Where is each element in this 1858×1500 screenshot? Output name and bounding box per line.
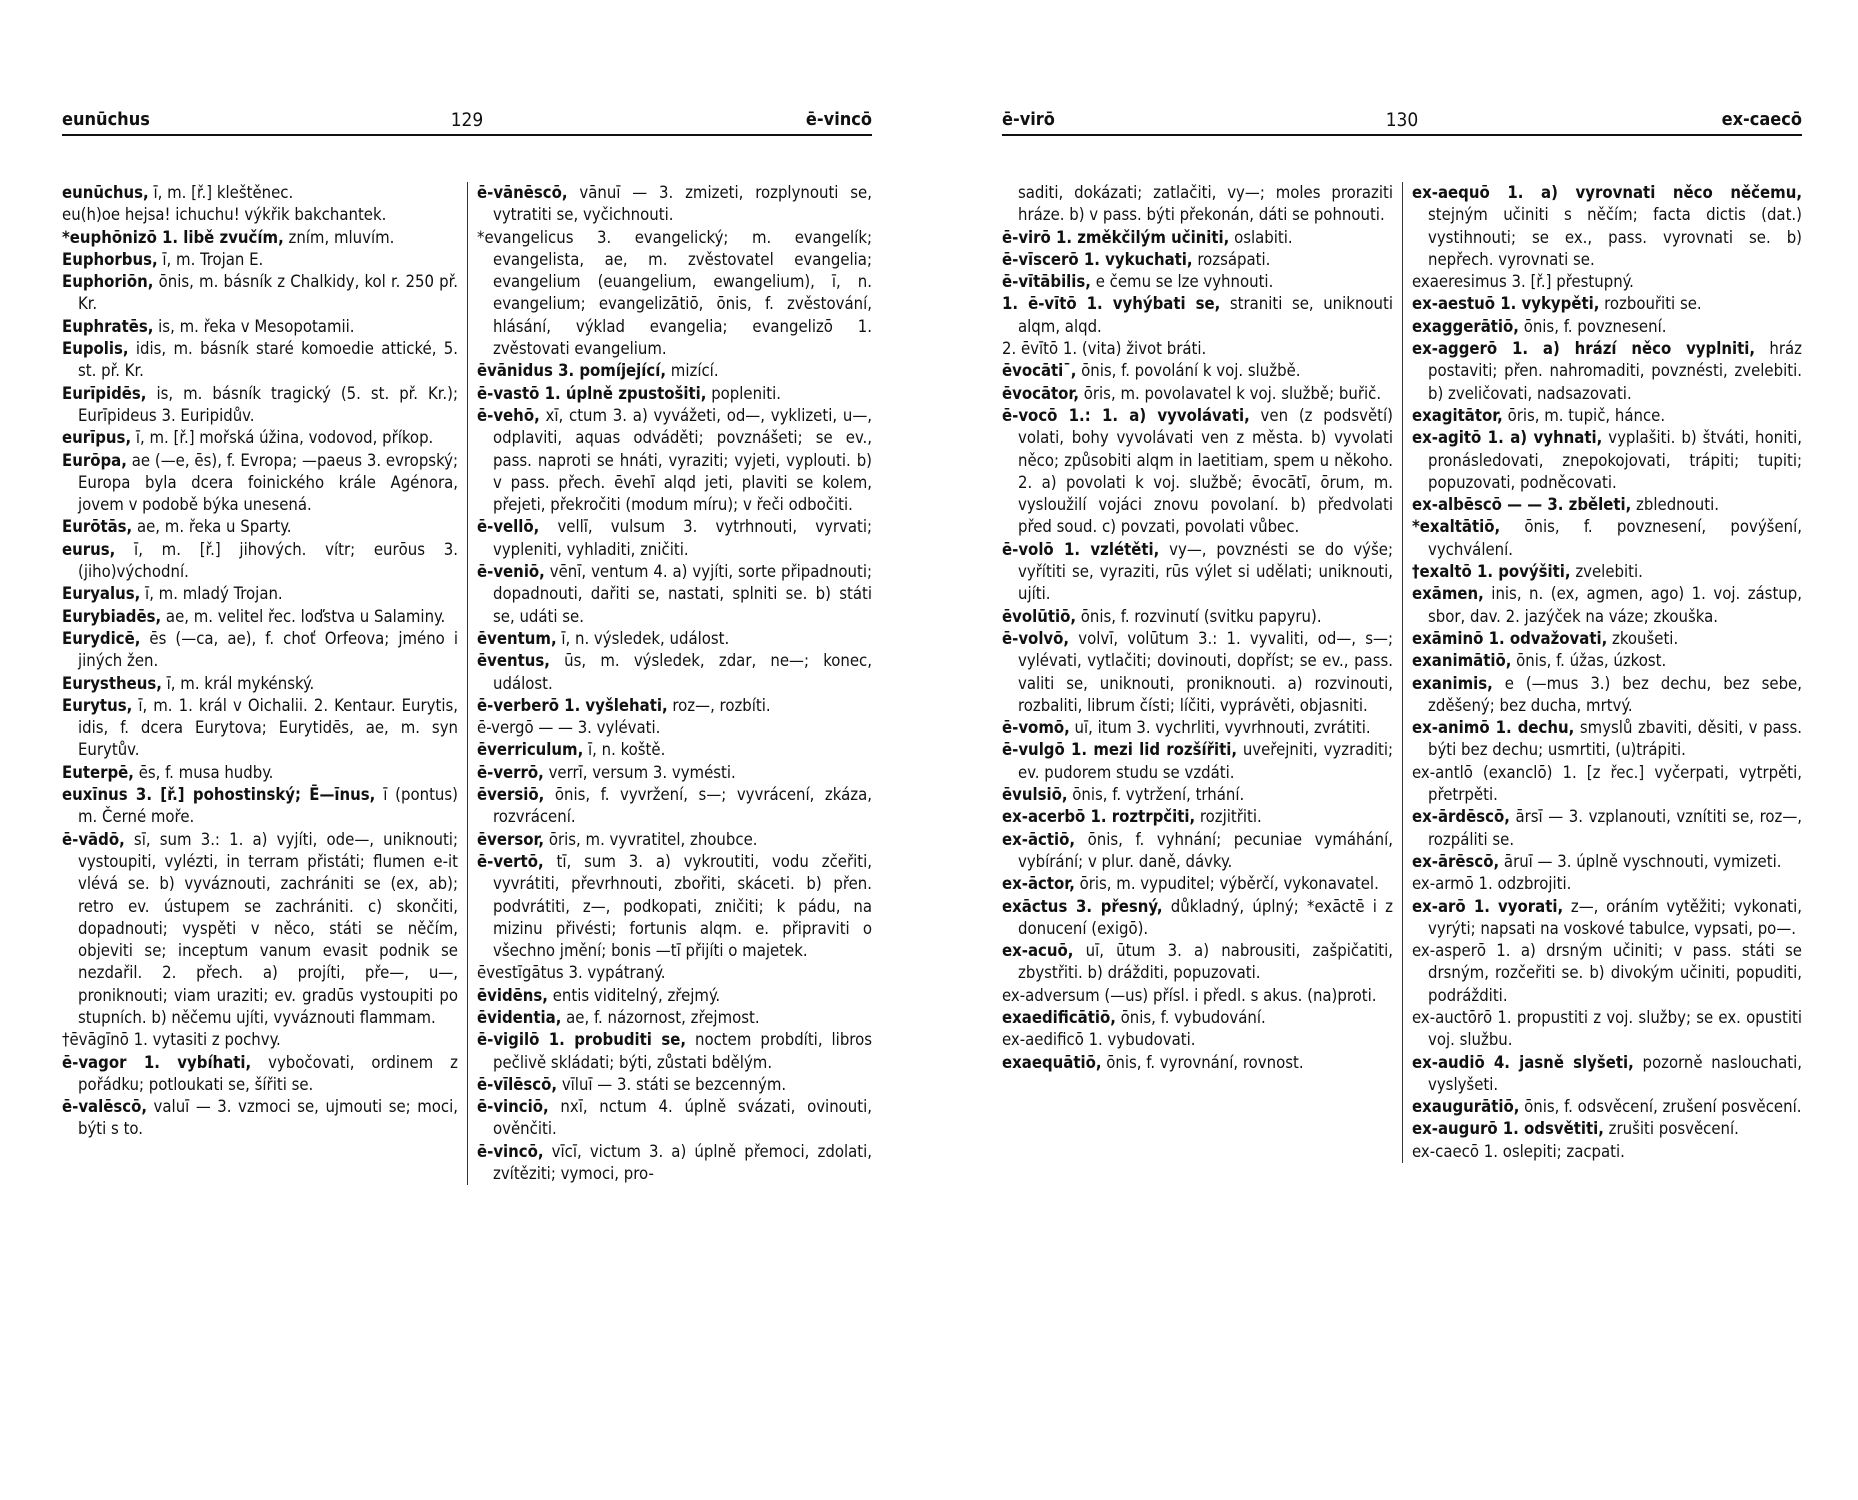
dictionary-entry: Eurydicē, ēs (—ca, ae), f. choť Orfeova; jméno i jiných žen. bbox=[62, 628, 458, 671]
dictionary-column bbox=[62, 182, 467, 1185]
running-head-first-word: ē-virō bbox=[1002, 109, 1055, 130]
dictionary-entry: ex-aequō 1. a) vyrovnati něco něčemu, stejným učiniti s něčím; facta dictis (dat.) vystihnouti; se ex., pass. vyrovnati se. b) nepřech. vyrovnati se. bbox=[1412, 183, 1802, 269]
dictionary-entry: Euphratēs, is, m. řeka v Mesopotamii. bbox=[62, 316, 355, 336]
dictionary-entry: ē-vellō, vellī, vulsum 3. vytrhnouti, vyrvati; vypleniti, vyhladiti, zničiti. bbox=[477, 517, 872, 559]
dictionary-entry: *evangelicus 3. evangelický; m. evangelík; evangelista, ae, m. zvěstovatel evangelia; evangelium (euangelium, ewangelium), ī, n. evangelium; evangelizātiō, ōnis, f. zvěstování, hlásání, výklad evangelia; evangelizō 1. zvěstovati evangelium. bbox=[477, 227, 872, 359]
dictionary-entry: ēversor, ōris, m. vyvratitel, zhoubce. bbox=[477, 829, 758, 849]
dictionary-entry: ē-veniō, vēnī, ventum 4. a) vyjíti, sorte připadnouti; dopadnouti, dařiti se, nastati, splniti se. b) státi se, udáti se. bbox=[477, 562, 872, 626]
left-page bbox=[62, 108, 872, 1448]
dictionary-entry: euxīnus 3. [ř.] pohostinský; Ē—īnus, ī (pontus) m. Černé moře. bbox=[62, 785, 458, 827]
dictionary-entry: exagitātor, ōris, m. tupič, hánce. bbox=[1412, 405, 1666, 425]
running-head-last-word: ex-caecō bbox=[1721, 109, 1802, 130]
dictionary-entry: ex-aggerō 1. a) hrází něco vyplniti, hráz postaviti; přen. nahromaditi, povznésti, zvelebiti. b) zveličovati, nadsazovati. bbox=[1412, 339, 1802, 403]
dictionary-entry: exaggerātiō, ōnis, f. povznesení. bbox=[1412, 316, 1667, 336]
dictionary-entry: ē-vincō, vīcī, victum 3. a) úplně přemoci, zdolati, zvítěziti; vymoci, pro- bbox=[477, 1141, 872, 1184]
dictionary-entry: exaugurātiō, ōnis, f. odsvěcení, zrušení posvěcení. bbox=[1412, 1097, 1802, 1117]
dictionary-entry: ē-vīscerō 1. vykuchati, rozsápati. bbox=[1002, 249, 1271, 269]
dictionary-entry: †exaltō 1. povýšiti, zvelebiti. bbox=[1412, 562, 1643, 582]
dictionary-entry: ē-vergō — — 3. vylévati. bbox=[477, 718, 661, 738]
dictionary-entry: ex-āctiō, ōnis, f. vyhnání; pecuniae vymáhání, vybírání; v plur. daně, dávky. bbox=[1002, 829, 1393, 871]
dictionary-entry: ex-aestuō 1. vykypěti, rozbouřiti se. bbox=[1412, 294, 1702, 314]
dictionary-entry: ē-verberō 1. vyšlehati, roz—, rozbíti. bbox=[477, 695, 771, 715]
dictionary-entry: ēvolūtiō, ōnis, f. rozvinutí (svitku papyru). bbox=[1002, 606, 1322, 626]
page-columns bbox=[62, 182, 872, 1185]
dictionary-entry: 2. ēvītō 1. (vita) život bráti. bbox=[1002, 339, 1207, 359]
dictionary-entry: ē-volō 1. vzlétěti, vy—, povznésti se do výše; vyřítiti se, vyraziti, rūs výlet si udělati; uniknouti, ujíti. bbox=[1002, 539, 1393, 604]
dictionary-entry: ex-antlō (exanclō) 1. [z řec.] vyčerpati, vytrpěti, přetrpěti. bbox=[1412, 762, 1802, 805]
dictionary-entry: ēventum, ī, n. výsledek, událost. bbox=[477, 628, 730, 648]
dictionary-entry: ē-vīlēscō, vīluī — 3. státi se bezcenným. bbox=[477, 1074, 787, 1094]
running-head-last-word: ē-vincō bbox=[805, 109, 872, 130]
dictionary-entry: 1. ē-vītō 1. vyhýbati se, straniti se, uniknouti alqm, alqd. bbox=[1002, 294, 1393, 336]
dictionary-entry: Euterpē, ēs, f. musa hudby. bbox=[62, 762, 274, 782]
dictionary-entry: ēventus, ūs, m. výsledek, zdar, ne—; konec, událost. bbox=[477, 651, 872, 693]
dictionary-column bbox=[467, 182, 872, 1185]
dictionary-entry: †ēvāgīnō 1. vytasiti z pochvy. bbox=[62, 1030, 281, 1050]
dictionary-entry: eurīpus, ī, m. [ř.] mořská úžina, vodovod, příkop. bbox=[62, 428, 434, 448]
page-columns bbox=[1002, 182, 1802, 1163]
dictionary-column bbox=[1402, 182, 1802, 1163]
running-head bbox=[62, 108, 872, 136]
dictionary-entry: ēvānidus 3. pomíjející, mizící. bbox=[477, 361, 719, 381]
page-number: 130 bbox=[1385, 109, 1419, 131]
dictionary-entry: ē-vānēscō, vānuī — 3. zmizeti, rozplynouti se, vytratiti se, vyčichnouti. bbox=[477, 183, 872, 225]
dictionary-entry: ex-armō 1. odzbrojiti. bbox=[1412, 874, 1572, 894]
dictionary-entry: ex-āctor, ōris, m. vypuditel; výběrčí, vykonavatel. bbox=[1002, 874, 1379, 894]
running-head bbox=[1002, 108, 1802, 136]
dictionary-entry: ex-acuō, uī, ūtum 3. a) nabrousiti, zašpičatiti, zbystřiti. b) drážditi, popuzovati. bbox=[1002, 941, 1393, 983]
dictionary-entry: ex-arō 1. vyorati, z—, oráním vytěžiti; vykonati, vyrýti; napsati na voskové tabulce, vypsati, po—. bbox=[1412, 896, 1803, 938]
dictionary-entry: ex-aedificō 1. vybudovati. bbox=[1002, 1030, 1196, 1050]
dictionary-entry: Eurōtās, ae, m. řeka u Sparty. bbox=[62, 517, 292, 537]
dictionary-entry: ēvocātor, ōris, m. povolavatel k voj. službě; buřič. bbox=[1002, 383, 1382, 403]
right-page bbox=[1002, 108, 1802, 1448]
dictionary-entry: ē-vocō 1.: 1. a) vyvolávati, ven (z podsvětí) volati, bohy vyvolávati ven z města. b) vyvolati něco; způsobiti alqm in laetitiam, spem u někoho. 2. a) povolati k voj. službě; ēvocātī, ōrum, m. vysloužilí vojáci znovu povolaní. b) předvolati před soud. c) povzati, povolati vůbec. bbox=[1002, 405, 1394, 537]
entry-list bbox=[1002, 227, 1393, 1074]
dictionary-entry: ex-auctōrō 1. propustiti z voj. služby; se ex. opustiti voj. službu. bbox=[1412, 1007, 1802, 1050]
dictionary-entry: ēvidēns, entis viditelný, zřejmý. bbox=[477, 985, 721, 1005]
dictionary-entry: ex-adversum (—us) přísl. i předl. s akus. (na)proti. bbox=[1002, 985, 1377, 1005]
dictionary-entry: exanimātiō, ōnis, f. úžas, úzkost. bbox=[1412, 651, 1667, 671]
dictionary-entry: exaeresimus 3. [ř.] přestupný. bbox=[1412, 272, 1634, 292]
dictionary-entry: ē-vehō, xī, ctum 3. a) vyvážeti, od—, vyklizeti, u—, odplaviti, aquas odváděti; povznášeti; se ev., pass. naproti se hnáti, vyraziti; vyjeti, vyplouti. b) v pass. přech. ēvehī alqd jeti, plaviti se kolem, přejeti, překročiti (modum míru); v řeči odbočiti. bbox=[477, 405, 872, 515]
dictionary-entry: ex-audiō 4. jasně slyšeti, pozorně naslouchati, vyslyšeti. bbox=[1412, 1052, 1802, 1094]
dictionary-entry: Eurybiadēs, ae, m. velitel řec. loďstva u Salaminy. bbox=[62, 606, 446, 626]
dictionary-entry: Eurystheus, ī, m. král mykénský. bbox=[62, 673, 315, 693]
dictionary-entry: ēvestīgātus 3. vypátraný. bbox=[477, 963, 666, 983]
dictionary-entry: ēvocātiˉ, ōnis, f. povolání k voj. službě. bbox=[1002, 361, 1301, 381]
dictionary-entry: ex-animō 1. dechu, smyslů zbaviti, děsiti, v pass. býti bez dechu; usmrtiti, (u)trápiti. bbox=[1412, 718, 1802, 760]
dictionary-entry: eurus, ī, m. [ř.] jihových. vítr; eurōus 3. (jiho)východní. bbox=[62, 539, 458, 582]
page-number: 129 bbox=[450, 109, 484, 131]
dictionary-entry: ē-vītābilis, e čemu se lze vyhnouti. bbox=[1002, 272, 1274, 292]
dictionary-entry: ē-vādō, sī, sum 3.: 1. a) vyjíti, ode—, uniknouti; vystoupiti, vylézti, in terram přistáti; flumen e-it vlévá se. b) vyváznouti, zachrániti se (ex, ab); retro ev. ústupem se zachrániti. c) skončiti, dopadnouti; vyspěti v něco, státi se něčím, objeviti se; inceptum vanum evasit podnik se nezdařil. 2. přech. a) projíti, pře—, u—, proniknouti; viam uraziti; ev. gradūs vystoupiti po stupních. b) něčemu ujíti, vyváznouti flammam. bbox=[62, 829, 458, 1027]
dictionary-entry: Euryalus, ī, m. mladý Trojan. bbox=[62, 584, 283, 604]
dictionary-entry: Euphorbus, ī, m. Trojan E. bbox=[62, 249, 264, 269]
dictionary-entry: ē-valēscō, valuī — 3. vzmoci se, ujmouti se; moci, býti s to. bbox=[62, 1097, 458, 1139]
dictionary-entry: exanimis, e (—mus 3.) bez dechu, bez sebe, zděšený; bez ducha, mrtvý. bbox=[1412, 673, 1802, 715]
dictionary-entry: ē-vagor 1. vybíhati, vybočovati, ordinem z pořádku; potloukati se, šířiti se. bbox=[62, 1052, 458, 1094]
dictionary-entry: eunūchus, ī, m. [ř.] kleštěnec. bbox=[62, 183, 294, 202]
dictionary-entry: ex-asperō 1. a) drsným učiniti; v pass. státi se drsným, rozčeřiti se. b) divokým učiniti, popuditi, podrážditi. bbox=[1412, 941, 1802, 1005]
dictionary-entry: eu(h)oe hejsa! ichuchu! výkřik bakchantek. bbox=[62, 205, 387, 225]
dictionary-entry: *euphōnizō 1. libě zvučím, zním, mluvím. bbox=[62, 227, 395, 247]
dictionary-entry: exāmen, inis, n. (ex, agmen, ago) 1. voj. zástup, sbor, dav. 2. jazýček na váze; zkouška. bbox=[1412, 584, 1802, 626]
dictionary-entry: ēverriculum, ī, n. koště. bbox=[477, 740, 666, 760]
dictionary-entry: ex-caecō 1. oslepiti; zacpati. bbox=[1412, 1141, 1625, 1161]
dictionary-entry: exāctus 3. přesný, důkladný, úplný; *exāctē i z donucení (exigō). bbox=[1002, 896, 1393, 938]
dictionary-entry: Eurōpa, ae (—e, ēs), f. Evropa; —paeus 3. evropský; Europa byla dcera foinického krále Agénora, jovem v podobě býka unesená. bbox=[62, 450, 458, 515]
dictionary-entry: ē-vomō, uī, itum 3. vychrliti, vyvrhnouti, zvrátiti. bbox=[1002, 718, 1371, 738]
dictionary-entry: ex-agitō 1. a) vyhnati, vyplašiti. b) štváti, honiti, pronásledovati, znepokojovati, trápiti; tupiti; popuzovati, podněcovati. bbox=[1412, 428, 1802, 492]
dictionary-entry: ē-virō 1. změkčilým učiniti, oslabiti. bbox=[1002, 227, 1293, 247]
dictionary-entry: Eurytus, ī, m. 1. král v Oichalii. 2. Kentaur. Eurytis, idis, f. dcera Eurytova; Eurytidēs, ae, m. syn Eurytův. bbox=[62, 695, 458, 760]
dictionary-entry: ēvidentia, ae, f. názornost, zřejmost. bbox=[477, 1007, 760, 1027]
dictionary-entry: exaedificātiō, ōnis, f. vybudování. bbox=[1002, 1007, 1266, 1027]
dictionary-entry: *exaltātiō, ōnis, f. povznesení, povýšení, vychválení. bbox=[1412, 517, 1802, 559]
dictionary-entry: ē-vastō 1. úplně zpustošiti, popleniti. bbox=[477, 383, 781, 403]
dictionary-entry: ex-augurō 1. odsvětiti, zrušiti posvěcení. bbox=[1412, 1119, 1739, 1139]
dictionary-entry: ēversiō, ōnis, f. vyvržení, s—; vyvrácení, zkáza, rozvrácení. bbox=[477, 785, 872, 827]
dictionary-entry: exāminō 1. odvažovati, zkoušeti. bbox=[1412, 628, 1679, 648]
running-head-first-word: eunūchus bbox=[62, 109, 150, 130]
dictionary-entry: Euphoriōn, ōnis, m. básník z Chalkidy, kol r. 250 př. Kr. bbox=[62, 272, 458, 314]
dictionary-entry: ex-acerbō 1. roztrpčiti, rozjitřiti. bbox=[1002, 807, 1262, 827]
dictionary-entry: ē-vinciō, nxī, nctum 4. úplně svázati, ovinouti, ověnčiti. bbox=[477, 1097, 872, 1139]
dictionary-entry: Eupolis, idis, m. básník staré komoedie attické, 5. st. př. Kr. bbox=[62, 339, 458, 381]
dictionary-entry: ex-ārdēscō, ārsī — 3. vzplanouti, vznítiti se, roz—, rozpáliti se. bbox=[1412, 807, 1802, 849]
dictionary-entry: ex-albēscō — — 3. zběleti, zblednouti. bbox=[1412, 495, 1719, 515]
entry-continuation: saditi, dokázati; zatlačiti, vy—; moles proraziti hráze. b) v pass. býti překonán, dáti se pohnouti. bbox=[1018, 183, 1393, 225]
dictionary-entry: ē-vulgō 1. mezi lid rozšířiti, uveřejniti, vyzraditi; ev. pudorem studu se vzdáti. bbox=[1002, 740, 1394, 782]
dictionary-column bbox=[1002, 182, 1402, 1163]
dictionary-entry: Eurīpidēs, is, m. básník tragický (5. st. př. Kr.); Eurīpideus 3. Euripidův. bbox=[62, 383, 458, 425]
dictionary-entry: ex-ārēscō, āruī — 3. úplně vyschnouti, vymizeti. bbox=[1412, 851, 1782, 871]
dictionary-entry: ē-verrō, verrī, versum 3. vymésti. bbox=[477, 762, 736, 782]
dictionary-entry: ē-volvō, volvī, volūtum 3.: 1. vyvaliti, od—, s—; vylévati, vytlačiti; dovinouti, dopříst; se ev., pass. valiti se, uniknouti, proniknouti. a) rozvinouti, rozbaliti, librum čísti; líčiti, vyprávěti, objasniti. bbox=[1002, 628, 1393, 715]
dictionary-entry: ēvulsiō, ōnis, f. vytržení, trhání. bbox=[1002, 785, 1245, 805]
dictionary-entry: ē-vigilō 1. probuditi se, noctem probdíti, libros pečlivě skládati; býti, zůstati bdělým. bbox=[477, 1030, 872, 1072]
dictionary-entry: ē-vertō, tī, sum 3. a) vykroutiti, vodu zčeřiti, vyvrátiti, převrhnouti, zbořiti, skáceti. b) přen. podvrátiti, z—, podkopati, zničiti; k pádu, na mizinu přivésti; fortunis alqm. e. připraviti o všechno jmění; bonis —tī přijíti o majetek. bbox=[477, 851, 872, 961]
dictionary-entry: exaequātiō, ōnis, f. vyrovnání, rovnost. bbox=[1002, 1052, 1304, 1072]
